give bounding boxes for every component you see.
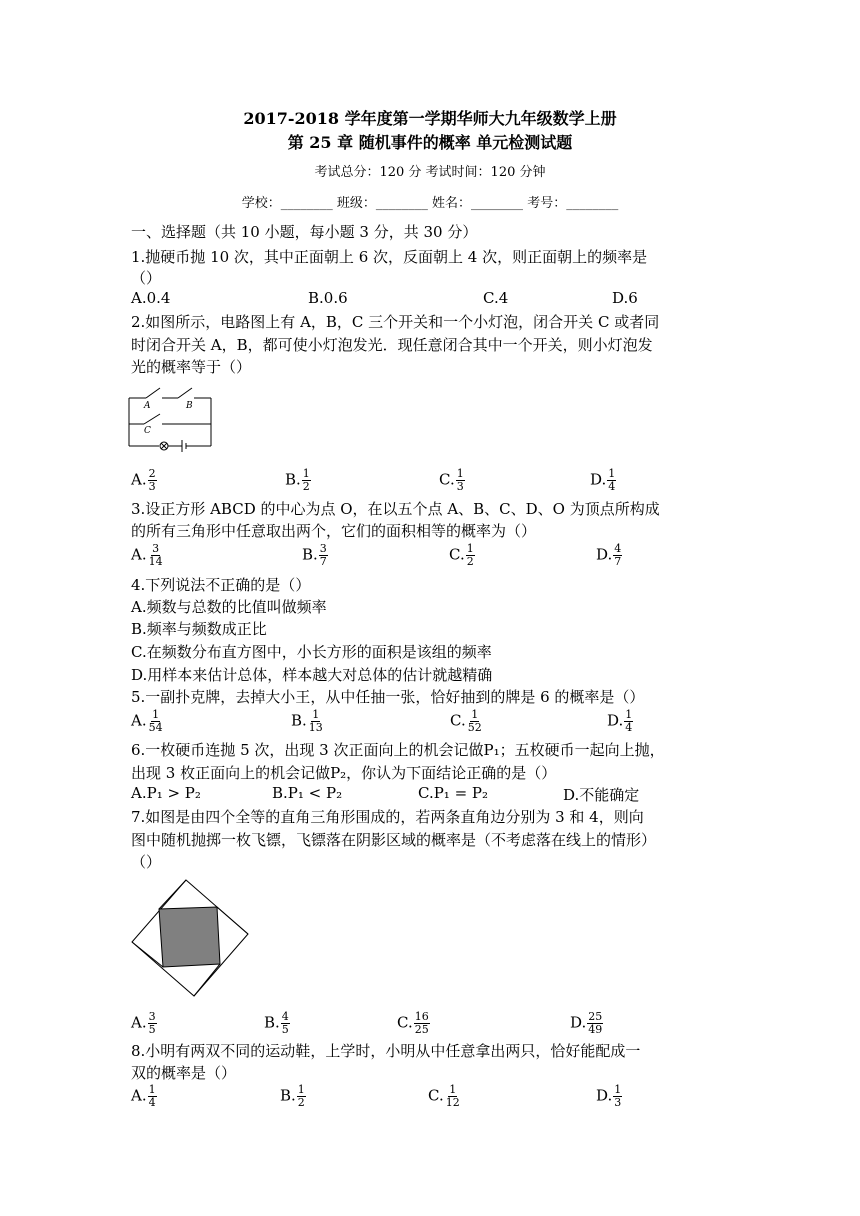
- question-4-option-a: A.频数与总数的比值叫做频率: [131, 598, 327, 616]
- question-1-line-1: 1.抛硬币抛 10 次，其中正面朝上 6 次，反面朝上 4 次，则正面朝上的频率是: [131, 248, 648, 266]
- question-7-line-1: 7.如图是由四个全等的直角三角形围成的，若两条直角边分别为 3 和 4，则向: [131, 808, 644, 826]
- question-2-option-c: C. $\frac{1}{3}$: [439, 467, 464, 493]
- student-info: 学校：________ 班级：________ 姓名：________ 考号：________: [241, 196, 619, 211]
- question-1-line-2: （）: [131, 269, 162, 287]
- question-1-option-b: B.0.6: [308, 289, 348, 307]
- switch-label-a: A: [144, 401, 151, 411]
- question-1-option-d: D.6: [612, 289, 638, 307]
- question-7-line-3: （）: [131, 853, 162, 871]
- question-3-option-d: D. $\frac{4}{7}$: [596, 542, 622, 568]
- question-8-line-2: 双的概率是（）: [131, 1064, 237, 1082]
- question-2-option-d: D. $\frac{1}{4}$: [590, 467, 616, 493]
- question-2-line-1: 2.如图所示，电路图上有 A，B，C 三个开关和一个小灯泡，闭合开关 C 或者同: [131, 313, 660, 331]
- question-6-option-d: D.不能确定: [563, 786, 640, 804]
- question-2-option-a: A. $\frac{2}{3}$: [131, 467, 156, 493]
- question-5-line-1: 5.一副扑克牌，去掉大小王，从中任抽一张，恰好抽到的牌是 6 的概率是（）: [131, 688, 645, 706]
- switch-label-c: C: [144, 426, 151, 436]
- question-5-option-b: B. $\frac{1}{13}$: [291, 708, 323, 734]
- question-8-line-1: 8.小明有两双不同的运动鞋，上学时，小明从中任意拿出两只，恰好能配成一: [131, 1042, 641, 1060]
- question-6-option-a: A.P₁ > P₂: [131, 784, 201, 802]
- question-7-option-d: D. $\frac{25}{49}$: [570, 1010, 603, 1036]
- question-6-option-c: C.P₁ = P₂: [418, 784, 489, 802]
- question-4-option-c: C.在频数分布直方图中，小长方形的面积是该组的频率: [131, 643, 492, 661]
- question-7-line-2: 图中随机抛掷一枚飞镖，飞镖落在阴影区域的概率是（不考虑落在线上的情形）: [131, 831, 657, 849]
- section-heading: 一、选择题（共 10 小题，每小题 3 分，共 30 分）: [131, 223, 478, 241]
- circuit-diagram: [124, 384, 216, 454]
- question-7-option-b: B. $\frac{4}{5}$: [264, 1010, 289, 1036]
- question-3-line-1: 3.设正方形 ABCD 的中心为点 O，在以五个点 A、B、C、D、O 为顶点所构成: [131, 500, 660, 518]
- question-5-option-a: A. $\frac{1}{54}$: [131, 708, 163, 734]
- question-8-option-d: D. $\frac{1}{3}$: [596, 1083, 622, 1109]
- question-6-line-2: 出现 3 枚正面向上的机会记做P₂，你认为下面结论正确的是（）: [131, 764, 557, 782]
- question-2-option-b: B. $\frac{1}{2}$: [285, 467, 310, 493]
- question-4-option-d: D.用样本来估计总体，样本越大对总体的估计就越精确: [131, 666, 493, 684]
- shaded-square: [159, 907, 220, 967]
- question-3-option-a: A. $\frac{3}{14}$: [131, 542, 163, 568]
- question-8-option-c: C. $\frac{1}{12}$: [428, 1083, 460, 1109]
- question-3-line-2: 的所有三角形中任意取出两个，它们的面积相等的概率为（）: [131, 522, 537, 540]
- question-2-line-2: 时闭合开关 A，B，都可使小灯泡发光．现任意闭合其中一个开关，则小灯泡发: [131, 336, 653, 354]
- question-5-option-d: D. $\frac{1}{4}$: [607, 708, 633, 734]
- question-1-option-a: A.0.4: [131, 289, 171, 307]
- question-8-option-a: A. $\frac{1}{4}$: [131, 1083, 156, 1109]
- question-6-line-1: 6.一枚硬币连抛 5 次，出现 3 次正面向上的机会记做P₁；五枚硬币一起向上抛，: [131, 741, 665, 759]
- pinwheel-square-figure: [128, 876, 252, 1000]
- switch-label-b: B: [186, 401, 193, 411]
- question-5-option-c: C. $\frac{1}{52}$: [450, 708, 482, 734]
- question-4-line-1: 4.下列说法不正确的是（）: [131, 576, 311, 594]
- question-3-option-b: B. $\frac{3}{7}$: [302, 542, 327, 568]
- question-3-option-c: C. $\frac{1}{2}$: [449, 542, 474, 568]
- question-6-option-b: B.P₁ < P₂: [272, 784, 343, 802]
- question-7-option-c: C. $\frac{16}{25}$: [397, 1010, 429, 1036]
- exam-info: 考试总分：120 分 考试时间：120 分钟: [314, 165, 546, 180]
- chapter-title: 第 25 章 随机事件的概率 单元检测试题: [287, 133, 573, 152]
- question-1-option-c: C.4: [483, 289, 509, 307]
- question-8-option-b: B. $\frac{1}{2}$: [280, 1083, 305, 1109]
- question-2-line-3: 光的概率等于（）: [131, 358, 252, 376]
- question-4-option-b: B.频率与频数成正比: [131, 620, 267, 638]
- document-title: 2017-2018 学年度第一学期华师大九年级数学上册: [243, 109, 617, 128]
- question-7-option-a: A. $\frac{3}{5}$: [131, 1010, 156, 1036]
